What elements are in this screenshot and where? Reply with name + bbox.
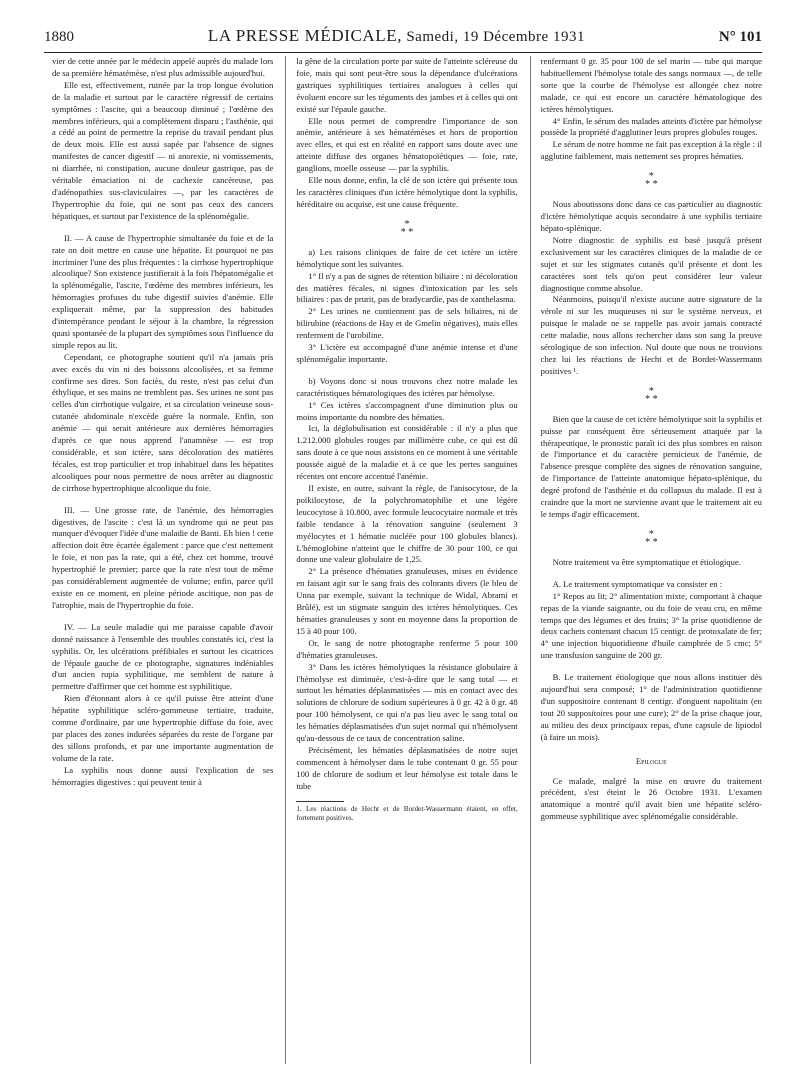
paragraph: Elle nous permet de comprendre l'importance de son anémie, antérieure à ses hématémèses et hors de proportion avec elles, et qui est en réalité en rapport sans doute avec une atteinte diffuse des organes hématopoïétiques — foie, rate, ganglions, moelle osseuse — par la syphilis. [296,115,518,174]
column-2 [285,56,517,1064]
ornament-star: * [404,218,410,230]
paragraph: Il existe, en outre, suivant la règle, de l'anisocytose, de la poïkilocytose, de la polychromatophilie et une légère leucocytose à 10.800, avec formule leucocytaire normale et très faible tendance à la rénovation sanguine (seulement 3 myélocytes et 1 hématie nucléée pour 100 globules blancs). L'hémoglobine n'atteint que le chiffre de 30 pour 100, ce qui donne une valeur globulaire de 1,25. [296,483,518,565]
ornament-stars-pair [541,393,762,405]
publication-title: LA PRESSE MÉDICALE, [207,26,403,45]
paragraph: 2° Les urines ne contiennent pas de sels biliaires, ni de bilirubine (réactions de Hay et de Gmelin négatives), mais elles renferment de l'urobiline. [296,306,518,341]
paragraph: B. Le traitement étiologique que nous allons instituer dès aujourd'hui sera composé; 1° de l'administration quotidienne d'un suppositoire contenant 8 centigr. d'onguent napolitain (en tout 20 suppositoires pour une cure); 2° de la prise chaque jour, au milieu des deux principaux repas, d'une capsule de lipiodol (à faire un mois). [540,672,762,742]
ornament-star: * [645,393,651,405]
paragraph: III. — Une grosse rate, de l'anémie, des hémorragies digestives, de l'ascite : c'est là un syndrome qui ne peut pas manquer d'évoquer l'idée d'une maladie de Banti. Eh bien ! cette affection doit être écartée également : parce que c'est nettement le foie, et non pas la rate, qui a été, chez cet homme, trouvé hypertrophié le premier; parce que la rate n'est tout de même pas considérablement augmentée de volume; enfin, parce qu'il existe en ce moment, en pleine période ascitique, non pas de l'atrophie, mais de l'hypertrophie du foie. [52,504,274,610]
column-3 [530,56,762,1064]
paragraph: la gêne de la circulation porte par suite de l'atteinte scléreuse du foie, mais qui sont peut-être sous la dépendance d'ulcérations gastriques syphilitiques tertiaires analogues à celles qui évoluent encore sur les téguments des jambes et à celles qui ont existé sur l'épaule gauche. [296,56,518,114]
ornament-star: * [645,536,651,548]
ornament-stars-pair [296,226,517,238]
ornament-star: * [400,226,406,238]
ornament-star: * [652,536,658,548]
paragraph: Nous aboutissons donc dans ce cas particulier au diagnostic d'ictère hémolytique acquis secondaire à une syphilis tertiaire hépato-splénique. [540,199,762,233]
ornament-star: * [648,171,654,183]
paragraph: Or, le sang de notre photographe renferme 5 pour 100 d'hématies granuleuses. [296,637,518,660]
paragraph: 1° Ces ictères s'accompagnent d'une diminution plus ou moins importante du nombre des hématies. [296,399,518,422]
column-1 [52,56,273,1064]
paragraph: Bien que la cause de cet ictère hémolytique soit la syphilis et puisse par conséquent être sérieusement attaquée par la thérapeutique, le pronostic paraît ici des plus sombres en raison de l'importance et du caractère pernicieux de l'anémie, de l'absence presque complète des signes de rénovation sanguine, de l'importance de l'atteinte anatomique hépato-splénique, du degré profond de l'asthénie et du collapsus du malade. Il est à craindre que la mort ne survienne avant que le traitement ait eu le temps d'agir efficacement. [540,413,762,519]
footnote-rule [296,801,344,802]
paragraph: Notre diagnostic de syphilis est basé jusqu'à présent exclusivement sur les caractères cliniques de la maladie de ce sujet et sur les stigmates cutanés qu'il présente et dont les caractères sont tels qu'on peut considérer leur valeur diagnostique comme absolue. [540,234,762,293]
paragraph: Ce malade, malgré la mise en œuvre du traitement précédent, s'est éteint le 26 Octobre 1931. L'examen anatomique a montré qu'il avait bien une hépatite scléro-gommeuse syphilitique avec splénomégalie considérable. [540,775,762,822]
page-header [44,26,762,50]
paragraph: renfermant 0 gr. 35 pour 100 de sel marin — tube qui marque habituellement l'hémolyse totale des sangs normaux —, de telle sorte que la courbe de l'hémolyse est allongée chez notre malade, ce qui est encore un caractère hématologique des ictères hémolytiques. [540,56,762,114]
article-columns [52,56,762,1064]
ornament-star: * [408,226,414,238]
paragraph: Elle est, effectivement, ruinée par la trop longue évolution de la maladie et surtout par le caractère régressif de certains symptômes : l'ascite, qui a beaucoup diminué ; l'œdème des membres inférieurs, qui a complètement disparu ; l'asthénie, qui a cédé au point de permettre la reprise du travail pendant plus de deux mois. Elle est aussi sapée par l'absence de signes manifestes de cancer digestif — ni anorexie, ni vomissements, ni diarrhée, ni constipation, aucune douleur gastrique, pas de véritable émaciation ni de cachexie cancéreuse, pas d'adénopathies sus-claviculaires —, par les caractères de l'hypertrophie du foie, qui ne sont pas ceux des cancers hépatiques, et surtout par l'existence de la splénomégalie. [52,79,274,221]
paragraph: Ici, la déglobulisation est considérable : il n'y a plus que 1.212.000 globules rouges par millimètre cube, ce qui est dû sans doute à ce que nous assistons en ce moment à une véritable poussée aiguë de la maladie et à ce que les pertes sanguines récentes ont encore accentué l'anémie. [296,423,518,482]
paragraph: Notre traitement va être symptomatique et étiologique. [552,556,741,567]
paragraph: Le sérum de notre homme ne fait pas exception à la règle : il agglutine faiblement, mais nettement ses propres hématies. [540,139,762,162]
paragraph: Néanmoins, puisqu'il n'existe aucune autre signature de la vérole ni sur les muqueuses ni sur le système nerveux, et puisque le malade ne se rappelle pas avoir jamais contracté cette maladie, nous allons rechercher dans son sang la preuve sérologique de son infection. Nul doute que nous ne trouvions chez lui les réactions de Hecht et de Bordet-Wassermann positives ¹. [540,294,762,376]
paragraph: La syphilis nous donne aussi l'explication de ses hémorragies digestives : qui peuvent tenir à [52,764,274,787]
paragraph: 2° La présence d'hématies granuleuses, mises en évidence en faisant agir sur le sang frais des colorants divers (le bleu de Unna par exemple, suivant la technique de Widal, Abrami et Brûlé), est un stigmate sanguin des ictères hémolytiques. Ces hématies granuleuses y sont en moyenne dans la proportion de 15 à 40 pour 100. [296,566,518,636]
paragraph: Cependant, ce photographe soutient qu'il n'a jamais pris avec excès du vin ni des boissons alcoolisées, et sa femme confirme ses dires. Son faciès, du reste, n'est pas celui d'un éthylique, et ses mains ne tremblent pas. Ses urines ne sont pas celles d'un cirrhotique vulgaire, et sa circulation veineuse sous-cutanée abdominale n'excède guère la normale. Enfin, son anémie — qui serait antérieure aux dernières hémorragies d'après ce que nous apprend l'anamnèse — est trop considérable, et son ictère, sans décoloration des matières fécales, est trop particulier et trop inhabituel dans les hépatites alcooliques pour nous permettre de nous arrêter au diagnostic de cirrhose hypertrophique alcoolique du foie. [52,351,274,493]
ornament-star: * [648,385,654,397]
ornament-star: * [645,179,651,191]
section-ornament [541,528,762,548]
header-center [74,26,719,46]
epilogue-heading: Epilogue [635,755,667,766]
paragraph: IV. — La seule maladie qui me paraisse capable d'avoir donné naissance à l'ensemble des troubles constatés ici, c'est la syphilis. Or, les ulcérations préfibiales et surtout les cicatrices de l'épaule gauche de ce photographe, signatures indéniables d'un ancien rupia syphilitique, me semblent de nature à permettre d'affirmer que cet homme est syphilitique. [52,621,274,692]
paragraph: b) Voyons donc si nous trouvons chez notre malade les caractéristiques hématologiques des ictères par hémolyse. [296,375,518,398]
paragraph: 3° Dans les ictères hémolytiques la résistance globulaire à l'hémolyse est diminuée, c'est-à-dire que le sang total — et surtout les hématies déplasmatisées — mis en contact avec des solutions de chlorure de sodium supérieures à 0 gr. 42 à 0 gr. 48 pour 100 hémolysent, ce qui n'a pas lieu avec le sang total ou les hématies déplasmatisées d'un sujet normal qui n'hémolysent qu'au-dessous de ce taux de concentration saline. [296,661,518,744]
section-ornament [541,385,762,405]
ornament-stars-pair [541,536,762,548]
paragraph: vier de cette année par le médecin appelé auprès du malade lors de sa première hématémèse, n'est plus admissible aujourd'hui. [52,56,274,78]
issue-date: Samedi, 19 Décembre 1931 [406,29,585,45]
paragraph: 1° Il n'y a pas de signes de rétention biliaire : ni décoloration des matières fécales, ni signes d'intoxication par les sels biliaires : pas de prurit, pas de bradycardie, pas de xanthelasma. [296,270,518,305]
paragraph: A. Le traitement symptomatique va consister en : [552,578,723,589]
paragraph: 3° L'ictère est accompagné d'une anémie intense et d'une splénomégalie importante. [296,342,518,364]
ornament-star: * [648,528,654,540]
section-ornament [296,218,517,238]
paragraph: Rien d'étonnant alors à ce qu'il puisse être atteint d'une hépatite syphilitique scléro-gommeuse tertiaire, traduite, comme d'ordinaire, par une hypertrophie diffuse du foie, avec par places des zones indurées séparées du reste de l'organe par des sillons profonds, et par une importante augmentation de volume de la rate. [52,693,274,763]
issue-number: N° 101 [718,29,762,45]
footnote: 1. Les réactions de Hecht et de Bordet-Wassermann étaient, en effet, fortement positives. [296,804,518,822]
page-number: 1880 [44,29,74,45]
paragraph: 1° Repos au lit; 2° alimentation mixte, comportant à chaque repas de la viande saignante, ou du foie de veau cru, en même temps que des légumes et des fruits; 3° la prise quotidienne de deux cachets contenant chacun 15 centigr. de protoxalate de fer; 4° une injection biquotidienne d'huile camphrée de 5 cmc; 5° une transfusion sanguine de 200 gr. [540,590,762,661]
paragraph: 4° Enfin, le sérum des malades atteints d'ictère par hémolyse possède la propriété d'agglutiner leurs propres globules rouges. [540,115,762,138]
paragraph: Précisément, les hématies déplasmatisées de notre sujet commencent à hémolyser dans le tube contenant 0 gr. 55 pour 100 de chlorure de sodium et leur hémolyse est totale dans le tube [296,744,518,791]
paragraph: Elle nous donne, enfin, la clé de son ictère qui présente tous les caractères cliniques d'un ictère hémolytique dont la syphilis, héréditaire ou acquise, est une cause fréquente. [296,175,518,209]
header-rule [44,52,762,53]
paragraph: a) Les raisons cliniques de faire de cet ictère un ictère hémolytique sont les suivantes. [296,246,518,269]
ornament-stars-pair [541,181,762,189]
paragraph: II. — A cause de l'hypertrophie simultanée du foie et de la rate on doit mettre en cause une hépatite. Et pourquoi ne pas incriminer l'une des plus fréquentes : la cirrhose hypertrophique alcoolique? Son existence justifierait à la fois l'hépatomégalie et la splénomégalie, l'ascite, l'œdème des membres inférieurs, les hémorragies profuses du tube digestif suivies d'anémie. Elle expliquerait même, par la suppression des habitudes d'intempérance pendant le séjour à la chambre, la régression quasi spontanée de la plupart des symptômes sous l'influence du simple repos au lit. [52,232,274,350]
ornament-star: * [652,393,658,405]
section-ornament [541,173,762,189]
ornament-star: * [652,179,658,191]
